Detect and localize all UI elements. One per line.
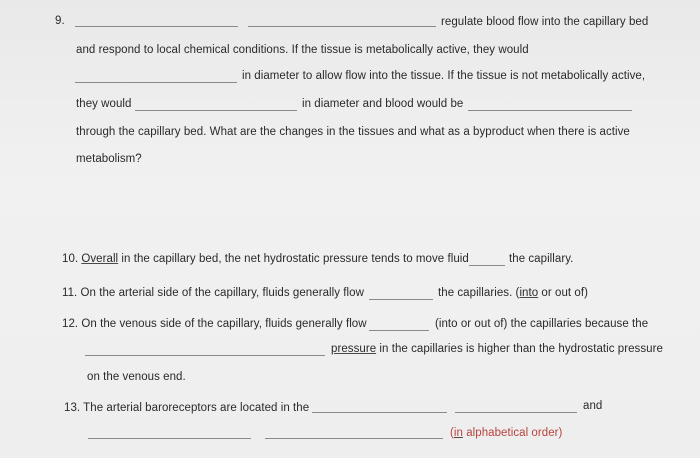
q9-line1: regulate blood flow into the capillary bed: [441, 16, 649, 28]
q9-line4-middle: in diameter and blood would be: [302, 98, 464, 110]
q9-line2: and respond to local chemical conditions. If the tissue is metabolically active, they would: [76, 44, 529, 56]
q11-after-text: the capillaries. (: [438, 287, 520, 299]
q11-after: [438, 287, 588, 299]
q9-number: 9.: [55, 15, 65, 27]
q11-text: 11. On the arterial side of the capillary, fluids generally flow: [62, 287, 364, 299]
q12-after: (into or out of) the capillaries because the: [435, 318, 649, 330]
q13-text: 13. The arterial baroreceptors are located in the: [64, 402, 310, 414]
q13-blank-3[interactable]: [88, 438, 251, 439]
q9-blank-2[interactable]: [248, 26, 436, 27]
q12-line2-text: in the capillaries is higher than the hydrostatic pressure: [376, 343, 663, 355]
q13-blank-4[interactable]: [265, 438, 443, 439]
q10-blank[interactable]: [469, 265, 505, 266]
q12-line2: [331, 343, 663, 355]
q13-paren-rest: alphabetical order): [462, 427, 563, 439]
q13-order-note: [450, 427, 562, 439]
q11-blank[interactable]: [369, 299, 433, 300]
q9-line5: through the capillary bed. What are the changes in the tissues and what as a byproduct when there is active: [76, 126, 630, 138]
q10-text: in the capillary bed, the net hydrostatic pressure tends to move fluid: [121, 253, 469, 265]
q13-in: in: [453, 427, 463, 439]
q9-blank-5[interactable]: [468, 110, 632, 111]
q13-blank-2[interactable]: [455, 412, 577, 413]
q10-after: the capillary.: [509, 253, 574, 265]
q10-number: 10.: [62, 253, 79, 265]
q12-blank-1[interactable]: [369, 330, 429, 331]
q13-blank-1[interactable]: [312, 412, 447, 413]
q12-line3: on the venous end.: [87, 371, 186, 383]
q11-after-rest: or out of): [538, 287, 588, 299]
q11-into: into: [519, 287, 539, 299]
q9-blank-1[interactable]: [75, 26, 238, 27]
q13-paren-open: (: [450, 427, 454, 439]
q9-line4-start: they would: [76, 98, 132, 110]
q12-blank-2[interactable]: [85, 355, 325, 356]
q9-blank-4[interactable]: [135, 110, 297, 111]
q13-and: and: [583, 400, 603, 412]
q10-line: [62, 253, 469, 265]
q9-line6: metabolism?: [76, 153, 142, 165]
q10-overall: Overall: [81, 253, 119, 265]
q9-line3: in diameter to allow flow into the tissue. If the tissue is not metabolically active,: [242, 70, 646, 82]
q12-pressure: pressure: [331, 343, 377, 355]
q12-text: 12. On the venous side of the capillary, fluids generally flow: [62, 318, 367, 330]
q9-blank-3[interactable]: [75, 82, 237, 83]
